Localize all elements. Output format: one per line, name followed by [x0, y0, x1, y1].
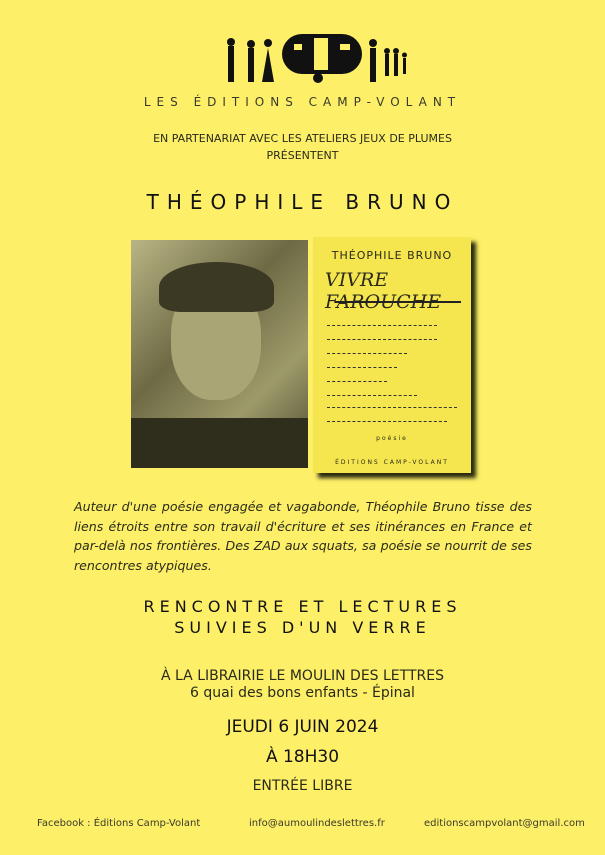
- caravan-logo-icon: [222, 28, 412, 86]
- publisher-name: LES ÉDITIONS CAMP-VOLANT: [143, 95, 462, 109]
- handwriting-line: [327, 339, 437, 340]
- author-photo: [131, 240, 308, 468]
- handwriting-line: [327, 421, 447, 422]
- shirt: [131, 418, 308, 468]
- partner-line-1: EN PARTENARIAT AVEC LES ATELIERS JEUX DE PLUMES: [153, 132, 452, 145]
- email-editions[interactable]: editionscampvolant@gmail.com: [424, 818, 585, 829]
- entry-info: ENTRÉE LIBRE: [252, 778, 353, 794]
- handwriting-line: [327, 395, 417, 396]
- handwriting-line: [327, 381, 387, 382]
- event-line-1: RENCONTRE ET LECTURES: [143, 597, 462, 616]
- handwriting-line: [327, 325, 437, 326]
- handwriting-line: [327, 353, 407, 354]
- venue-address: 6 quai des bons enfants - Épinal: [190, 685, 415, 701]
- venue: [0, 668, 605, 702]
- email-librairie[interactable]: info@aumoulindeslettres.fr: [249, 818, 385, 829]
- book-publisher: ÉDITIONS CAMP-VOLANT: [335, 459, 449, 466]
- book-author: THÉOPHILE BRUNO: [331, 249, 453, 262]
- event-line-2: SUIVIES D'UN VERRE: [174, 618, 431, 637]
- author-name: THÉOPHILE BRUNO: [146, 190, 459, 214]
- partner-line: [0, 130, 605, 164]
- venue-name: À LA LIBRAIRIE LE MOULIN DES LETTRES: [161, 668, 444, 684]
- handwriting-line: [327, 407, 457, 408]
- event-datetime: [0, 712, 605, 772]
- event-date: JEUDI 6 JUIN 2024: [226, 717, 379, 737]
- event-time: À 18H30: [265, 747, 340, 767]
- book-genre: poésie: [376, 435, 408, 442]
- description: Auteur d'une poésie engagée et vagabonde, Théophile Bruno tisse des liens étroits entre son travail d'écriture et ses itinérances en France et par-delà nos frontières. Des ZAD aux squats, sa poésie se nourrit de ses rencontres atypiques.: [74, 499, 532, 573]
- book-title: VIVRE FAROUCHE: [325, 269, 442, 313]
- hair: [159, 262, 274, 312]
- facebook-link[interactable]: Facebook : Éditions Camp-Volant: [37, 818, 201, 829]
- event-title: [0, 596, 605, 638]
- book-cover: [313, 237, 471, 473]
- partner-line-2: PRÉSENTENT: [266, 149, 339, 162]
- handwriting-line: [327, 367, 397, 368]
- title-underline: [335, 301, 461, 303]
